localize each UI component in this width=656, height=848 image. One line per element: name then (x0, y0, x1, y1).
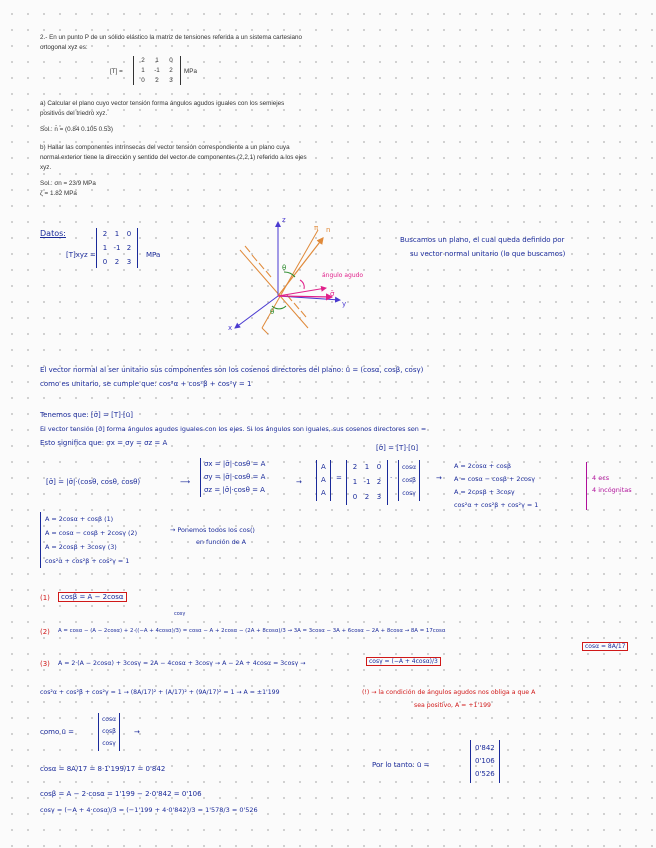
system-right (454, 460, 538, 512)
lhs-a: A (321, 489, 326, 497)
eq1-box: cosβ = A − 2cosα (58, 592, 127, 602)
matrix-equation-label: [σ̄] = [T]·[ū] (376, 444, 419, 452)
eq1-label: (1) (40, 594, 50, 602)
intro-line-1: Buscamos un plano, el cual queda definido por (400, 236, 565, 244)
normal-line-1: El vector normal al ser unitario sus componentes son los cosenos directores del plano: ū = (cosα, cosβ, cosγ) (40, 366, 424, 374)
sigma-vector-2 (278, 288, 326, 296)
t-cell: 1 (352, 478, 358, 486)
t-cell: 2 (376, 478, 382, 486)
eq2-body: A = cosα − (A − 2cosα) + 2·((−A + 4cosα)/3) = cosα − A + 2cosα − (2A + 8cosα)/3 → 3A = 3cosα − 3A + 6cosα − 2A + 8cosα → 8A = 17cosα (58, 628, 446, 634)
eq4-note-2: sea positivo, A = +1'199 (414, 702, 491, 709)
matrix-cell: 0 (141, 77, 145, 84)
matrix-cell: 1 (155, 57, 159, 64)
matrix-unit: MPa (184, 68, 197, 75)
t-matrix-copy (346, 460, 388, 505)
eq4-body: cos²α + cos²β + cos²γ = 1 → (8A/17)² + (A/17)² + (9A/17)² = 1 → A = ±1'199 (40, 689, 280, 696)
normal-line-2: como es unitario, se cumple que: cos²α + cos²β + cos²γ = 1 (40, 380, 252, 388)
u-cos-beta: cosβ (102, 728, 116, 735)
solution-b-2: ζ = 1.82 MPa (40, 190, 77, 197)
t-cell: 2 (352, 463, 358, 471)
result-cos-beta: 0'106 (475, 757, 495, 765)
normal-label: n (326, 226, 331, 234)
note-ecs: 4 ecs (592, 474, 610, 482)
part-a-2: positivos del triedro xyz. (40, 110, 108, 117)
plane-hatch (240, 230, 318, 334)
sigma-z: σz = |σ̄|·cosθ = A (204, 486, 265, 494)
t-label: [T]xyz = (66, 251, 96, 259)
t-cell: 1 (114, 230, 120, 238)
sigma-x: σx = |σ̄|·cosθ = A (204, 460, 266, 468)
arrow: ⟶ (180, 478, 191, 486)
rhs-vector (398, 460, 420, 501)
vector-line-1: El vector tensión [σ̄] forma ángulos agudos iguales con los ejes. Si los ángulos son iguales, sus cosenos directores son = (40, 425, 427, 433)
u-cos-alpha: cosα (102, 716, 117, 723)
t-cell: 1 (102, 244, 108, 252)
system-eq-1: A = 2cosα + cosβ (1) (45, 515, 114, 523)
t-cell: 0 (376, 463, 382, 471)
matrix-cell: 2 (155, 77, 159, 84)
then-arrow-2: → (436, 474, 442, 482)
system-left (40, 512, 137, 568)
datos-heading: Datos: (40, 229, 66, 238)
sigma-components (200, 458, 265, 497)
lhs-a: A (321, 476, 326, 484)
system-eq: A = 2cosα + cosβ (454, 462, 512, 470)
note-funcion: en función de A (196, 538, 247, 546)
part-b: b) Hallar las componentes intrínsecas del vector tensión correspondiente a un plano cuya (40, 144, 290, 151)
matrix-cell: 2 (169, 67, 173, 74)
t-cell: 0 (102, 258, 108, 266)
eq3-body: A = 2·(A − 2cosα) + 3cosγ = 2A − 4cosα + 3cosγ → A − 2A + 4cosα = 3cosγ → (58, 660, 306, 667)
t-cell: 1 (364, 463, 370, 471)
theta-label-1: θ (282, 264, 287, 272)
t-cell: -1 (363, 478, 371, 486)
sigma-equation: [σ̄] = |σ̄|·(cosθ, cosθ, cosθ) (46, 478, 141, 486)
note-incognitas: 4 incógnitas (592, 486, 632, 494)
solution-a: Sol.: n̄ = (0.84 0.105 0.53) (40, 126, 113, 133)
lhs-vector (316, 460, 331, 501)
system-eq-2: A = cosα − cosβ + 2cosγ (2) (45, 529, 138, 537)
axis-x-label: x (228, 324, 233, 332)
t-cell: 3 (376, 493, 382, 501)
system-eq: A = cosα − cosβ + 2cosγ (454, 475, 536, 483)
rhs-cos-beta: cosβ (402, 477, 416, 484)
angle-label: ángulo agudo (322, 272, 364, 279)
part-b-2: normal exterior tiene la dirección y sentido del vector de componentes (2,2,1) referido a los ejes (40, 154, 307, 161)
system-eq-3: A = 2cosβ + 3cosγ (3) (45, 543, 117, 551)
cos-gamma-result: cosγ = (−A + 4·cosα)/3 = (−1'199 + 4·0'842)/3 = 1'578/3 = 0'526 (40, 806, 258, 814)
matrix-cell: -1 (154, 67, 160, 74)
plane-label: π (314, 224, 319, 232)
tenemos-line: Tenemos que: [σ̄] = [T]·[ū] (40, 411, 133, 419)
result-cos-alpha: 0'842 (475, 744, 495, 752)
t-unit: MPa (146, 251, 161, 259)
eq3-result: cosγ = (−A + 4cosα)/3 (366, 657, 441, 666)
problem-statement-2: ortogonal xyz es: (40, 44, 88, 51)
rhs-cos-alpha: cosα (402, 464, 417, 471)
matrix-label: [T] = (110, 68, 123, 75)
rhs-cos-gamma: cosγ (402, 490, 416, 497)
axis-y-label: y (342, 300, 347, 308)
matrix-cell: 0 (169, 57, 173, 64)
eq2-cos-gamma-above: cosγ (174, 611, 186, 617)
u-vector (98, 713, 120, 751)
system-eq: A = 2cosβ + 3cosγ (454, 488, 515, 496)
system-eq: cos²α + cos²β + cos²γ = 1 (454, 501, 539, 509)
theta-label-2: θ (270, 308, 275, 316)
eq4-note-1: (!) → la condición de ángulos agudos nos obliga a que A (362, 689, 536, 696)
sigma-label: σ̄ (330, 290, 335, 298)
system-eq-4: cos²α + cos²β + cos²γ = 1 (45, 557, 130, 565)
t-cell: -1 (113, 244, 121, 252)
por-lo-tanto: Por lo tanto: ū = (372, 761, 430, 769)
system-brace (586, 462, 587, 510)
cos-beta-result: cosβ = A − 2·cosα = 1'199 − 2·0'842 = 0'106 (40, 790, 202, 798)
t-cell: 2 (114, 258, 120, 266)
t-cell: 2 (364, 493, 370, 501)
cos-alpha-result: cosα = 8A/17 = 8·1'199/17 = 0'842 (40, 765, 166, 773)
t-cell: 0 (126, 230, 132, 238)
then-arrow-3: → (134, 728, 140, 736)
matrix-cell: 3 (169, 77, 173, 84)
t-cell: 0 (352, 493, 358, 501)
eq3-label: (3) (40, 660, 50, 668)
part-a: a) Calcular el plano cuyo vector tensión forma ángulos agudos iguales con los semiejes (40, 100, 285, 107)
final-u-vector (470, 740, 500, 783)
como-u: como ū = (40, 728, 74, 736)
note-ponemos: → Ponemos todos los cos() (170, 526, 255, 534)
t-cell: 3 (126, 258, 132, 266)
axis-z-label: z (282, 216, 286, 224)
lhs-a: A (321, 463, 326, 471)
part-b-3: xyz. (40, 164, 52, 171)
u-cos-gamma: cosγ (102, 740, 116, 747)
t-cell: 2 (102, 230, 108, 238)
vector-line-2: Esto significa que: σx = σy = σz = A (40, 439, 168, 447)
solution-b-1: Sol.: σn = 23/9 MPa (40, 180, 96, 187)
eq2-result: cosα = 8A/17 (582, 642, 628, 651)
t-cell: 2 (126, 244, 132, 252)
matrix-cell: 1 (141, 67, 145, 74)
intro-line-2: su vector normal unitario (lo que buscamos) (410, 250, 566, 258)
equals-sign: = (336, 474, 342, 482)
matrix-cell: 2 (141, 57, 145, 64)
then-arrow: → (296, 478, 302, 486)
problem-statement: 2.- En un punto P de un sólido elástico la matriz de tensiones referida a un sistema cartesiano (40, 34, 303, 41)
result-cos-gamma: 0'526 (475, 770, 495, 778)
eq2-label: (2) (40, 628, 50, 636)
dot-sign: · (390, 474, 393, 482)
sigma-y: σy = |σ̄|·cosθ = A (204, 473, 266, 481)
